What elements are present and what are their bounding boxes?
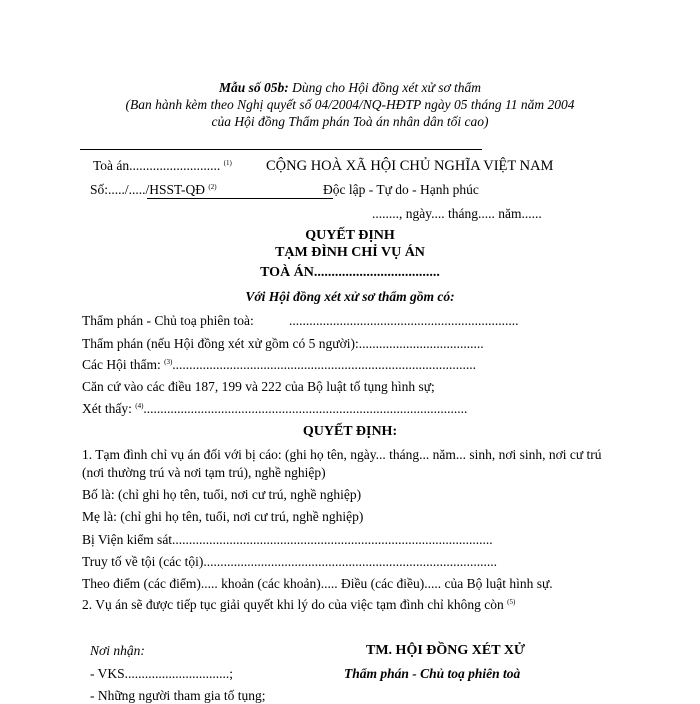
charge-line: Truy tố về tội (các tội).......................................................................................: [82, 554, 497, 569]
recipient-participants: - Những người tham gia tố tụng;: [90, 688, 266, 703]
note-5: (5): [507, 598, 516, 606]
court-field: [93, 158, 232, 174]
document-title: QUYẾT ĐỊNH: [305, 228, 395, 243]
consideration-line: [82, 401, 467, 417]
assessors-line: [82, 357, 476, 373]
council-signature-title: TM. HỘI ĐỒNG XÉT XỬ: [366, 643, 526, 658]
date-line: ........, ngày.... tháng..... năm......: [372, 206, 542, 221]
chief-judge-label: Thẩm phán - Chủ toạ phiên toà:: [82, 313, 254, 328]
chief-judge-dots: ....................................................................: [289, 313, 519, 328]
consideration-label: Xét thấy:: [82, 401, 132, 416]
form-usage: Dùng cho Hội đồng xét xử sơ thẩm: [288, 80, 482, 95]
father-line: Bố là: (chỉ ghi họ tên, tuổi, nơi cư trú, nghề nghiệp): [82, 487, 362, 502]
form-code: Mẫu số 05b:: [218, 80, 289, 95]
legal-basis: Căn cứ vào các điều 187, 199 và 222 của Bộ luật tố tụng hình sự;: [82, 379, 435, 394]
decision-item-2: [82, 597, 515, 613]
decision-item-1-cont: (nơi thường trú và nơi tạm trú), nghề nghiệp): [82, 465, 326, 480]
number-underline: [147, 198, 333, 199]
note-3: (3): [164, 358, 173, 366]
prosecuted-line: Bị Viện kiểm sát...............................................................................................: [82, 532, 493, 547]
assessors-label: Các Hội thẩm:: [82, 357, 161, 372]
panel-heading: Với Hội đồng xét xử sơ thẩm gồm có:: [245, 289, 455, 304]
recipients-label: Nơi nhận:: [90, 643, 145, 658]
recipient-vks: - VKS...............................;: [90, 666, 234, 681]
decision-heading: QUYẾT ĐỊNH:: [302, 424, 398, 439]
note-1: (1): [223, 159, 232, 167]
national-motto: Độc lập - Tự do - Hạnh phúc: [323, 182, 479, 197]
signer-title: Thẩm phán - Chủ toạ phiên toà: [344, 666, 521, 681]
header-divider: [80, 149, 482, 150]
note-4: (4): [135, 402, 144, 410]
court-title: TOÀ ÁN....................................: [260, 265, 440, 280]
assessors-dots: ..........................................................................................: [172, 357, 477, 372]
mother-line: Mẹ là: (chỉ ghi họ tên, tuổi, nơi cư trú, nghề nghiệp): [82, 509, 364, 524]
issued-by-authority: của Hội đồng Thẩm phán Toà án nhân dân tối cao): [211, 114, 489, 129]
issued-by-line: (Ban hành kèm theo Nghị quyết số 04/2004/NQ-HĐTP ngày 05 tháng 11 năm 2004: [125, 97, 575, 112]
note-2: (2): [208, 183, 217, 191]
article-line: Theo điểm (các điểm)..... khoản (các khoản)..... Điều (các điều)..... của Bộ luật hình sự.: [82, 576, 553, 591]
decision-number-field: [90, 182, 217, 198]
court-label: Toà án...........................: [93, 158, 221, 173]
consideration-dots: ................................................................................................: [143, 401, 468, 416]
judge-line: Thẩm phán (nếu Hội đồng xét xử gồm có 5 người):.....................................: [82, 336, 484, 351]
document-subtitle: TẠM ĐÌNH CHỈ VỤ ÁN: [275, 245, 425, 260]
decision-item-2-text: 2. Vụ án sẽ được tiếp tục giải quyết khi lý do của việc tạm đình chỉ không còn: [82, 597, 504, 612]
form-code-line: [0, 80, 700, 96]
nation-name: CỘNG HOÀ XÃ HỘI CHỦ NGHĨA VIỆT NAM: [266, 158, 554, 174]
decision-item-1: 1. Tạm đình chỉ vụ án đối với bị cáo: (ghi họ tên, ngày... tháng... năm... sinh, nơi sinh, nơi cư trú: [82, 447, 602, 462]
decision-number: Số:...../...../HSST-QĐ: [90, 182, 206, 197]
